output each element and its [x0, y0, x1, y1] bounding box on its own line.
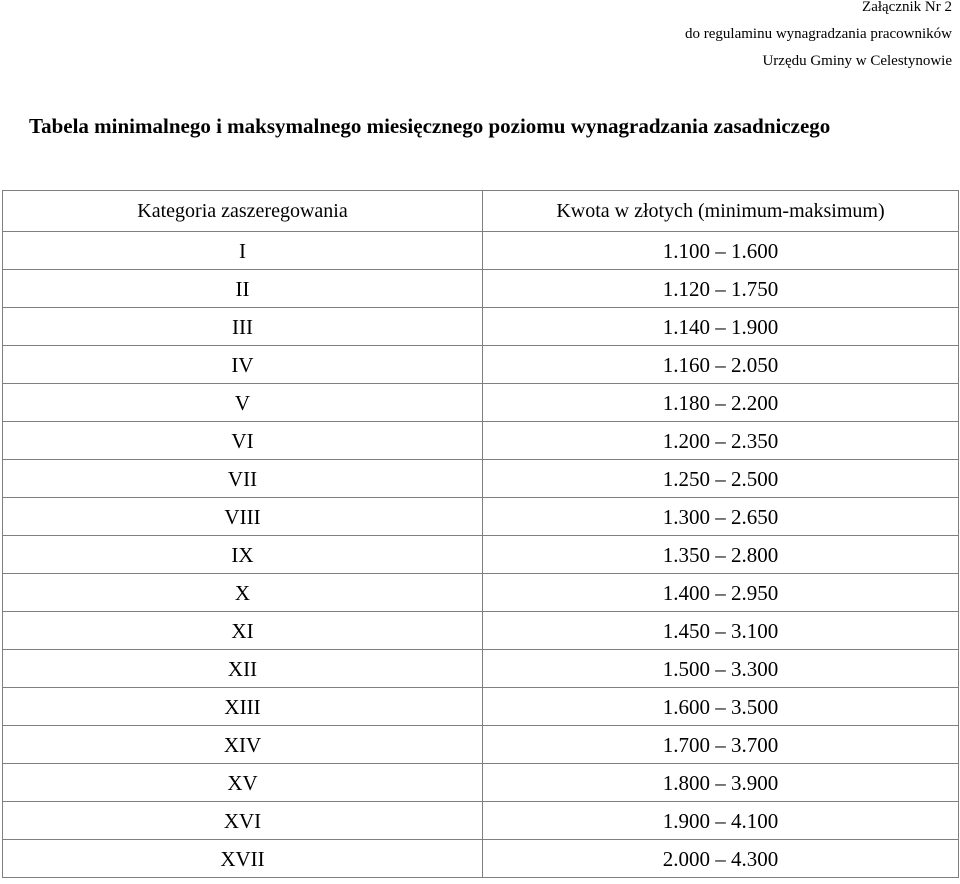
amount-cell: 1.500 – 3.300 — [483, 650, 959, 688]
table-row — [3, 346, 959, 384]
table-row — [3, 574, 959, 612]
amount-cell: 1.800 – 3.900 — [483, 764, 959, 802]
annex-office: Urzędu Gminy w Celestynowie — [762, 53, 952, 69]
table-row — [3, 802, 959, 840]
table-row — [3, 764, 959, 802]
category-cell: VI — [3, 422, 483, 460]
category-cell: XIII — [3, 688, 483, 726]
category-cell: V — [3, 384, 483, 422]
category-cell: III — [3, 308, 483, 346]
amount-cell: 1.160 – 2.050 — [483, 346, 959, 384]
salary-table-body — [3, 191, 959, 878]
table-row — [3, 840, 959, 878]
amount-cell: 1.180 – 2.200 — [483, 384, 959, 422]
salary-table — [2, 190, 959, 878]
category-cell: IX — [3, 536, 483, 574]
category-cell: XI — [3, 612, 483, 650]
table-row — [3, 384, 959, 422]
table-row — [3, 498, 959, 536]
category-cell: I — [3, 232, 483, 270]
amount-cell: 1.600 – 3.500 — [483, 688, 959, 726]
amount-cell: 1.900 – 4.100 — [483, 802, 959, 840]
amount-cell: 1.200 – 2.350 — [483, 422, 959, 460]
category-cell: VII — [3, 460, 483, 498]
amount-cell: 1.120 – 1.750 — [483, 270, 959, 308]
table-row — [3, 308, 959, 346]
table-row — [3, 536, 959, 574]
amount-cell: 1.700 – 3.700 — [483, 726, 959, 764]
category-cell: XVII — [3, 840, 483, 878]
table-row — [3, 422, 959, 460]
table-row — [3, 650, 959, 688]
category-cell: VIII — [3, 498, 483, 536]
table-header-row — [3, 191, 959, 232]
amount-cell: 1.450 – 3.100 — [483, 612, 959, 650]
table-row — [3, 460, 959, 498]
annex-number: Załącznik Nr 2 — [862, 0, 952, 15]
amount-cell: 1.140 – 1.900 — [483, 308, 959, 346]
category-cell: XVI — [3, 802, 483, 840]
category-cell: X — [3, 574, 483, 612]
category-cell: IV — [3, 346, 483, 384]
table-row — [3, 232, 959, 270]
table-row — [3, 270, 959, 308]
amount-cell: 1.400 – 2.950 — [483, 574, 959, 612]
category-cell: XV — [3, 764, 483, 802]
amount-cell: 1.350 – 2.800 — [483, 536, 959, 574]
amount-cell: 1.250 – 2.500 — [483, 460, 959, 498]
category-cell: XII — [3, 650, 483, 688]
category-cell: XIV — [3, 726, 483, 764]
amount-cell: 1.100 – 1.600 — [483, 232, 959, 270]
amount-cell: 2.000 – 4.300 — [483, 840, 959, 878]
header-amount: Kwota w złotych (minimum-maksimum) — [483, 191, 959, 232]
table-row — [3, 688, 959, 726]
amount-cell: 1.300 – 2.650 — [483, 498, 959, 536]
document-title: Tabela minimalnego i maksymalnego miesięcznego poziomu wynagradzania zasadniczego — [29, 114, 831, 138]
annex-regulation: do regulaminu wynagradzania pracowników — [685, 26, 952, 42]
header-category: Kategoria zaszeregowania — [3, 191, 483, 232]
table-row — [3, 726, 959, 764]
table-row — [3, 612, 959, 650]
category-cell: II — [3, 270, 483, 308]
